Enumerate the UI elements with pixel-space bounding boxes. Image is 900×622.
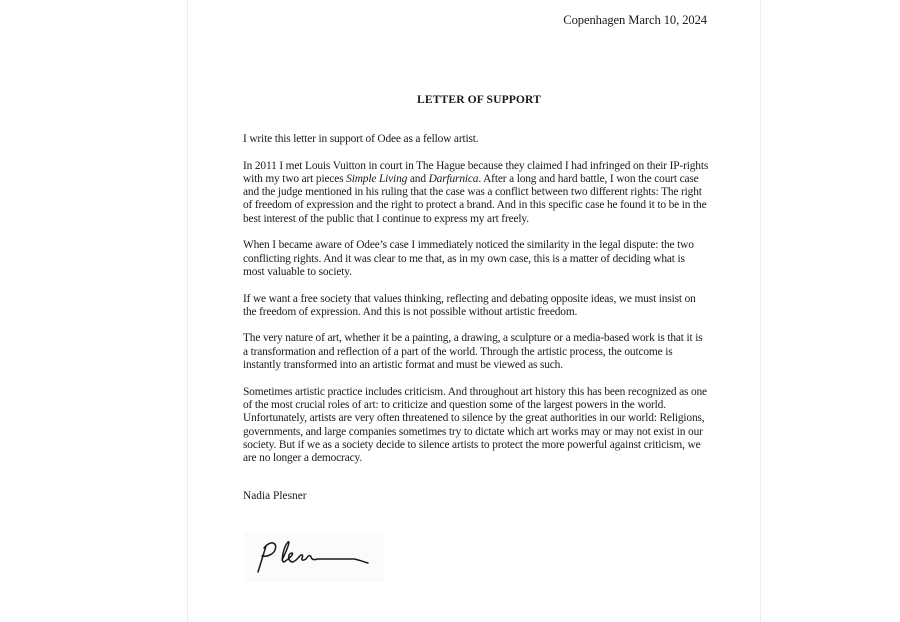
paragraph-text: . After a long and hard battle, I won the court case and the judge mentioned in his ruling that the case was a conflict between two different rights: The right of freedom of expression and the right to protect a brand. And in this specific case he found it to be in the best interest of the public that I continue to express my art freely.	[243, 172, 707, 225]
paragraph-criticism: Sometimes artistic practice includes criticism. And throughout art history this has been recognized as one of the most crucial roles of art: to criticize and question some of the largest powers in the world. Unfortunately, artists are very often threatened to silence by the great authorities in our world: Religions, governments, and large companies sometimes try to dictate which art works may or may not exist in our society. But if we as a society decide to silence artists to protect the more powerful against criticism, we are no longer a democracy.	[243, 385, 707, 465]
letter-title: LETTER OF SUPPORT	[417, 93, 541, 106]
paragraph-odee-case: When I became aware of Odee’s case I immediately noticed the similarity in the legal dispute: the two conflicting rights. And it was clear to me that, as in my own case, this is a matter of deciding what is most valuable to society.	[243, 239, 694, 278]
document-page	[187, 0, 761, 622]
date-line: Copenhagen March 10, 2024	[563, 13, 707, 27]
paragraph-free-society: If we want a free society that values thinking, reflecting and debating opposite ideas, we must insist on the freedom of expression. And this is not possible without artistic freedom.	[243, 292, 696, 318]
paragraph-court-case	[243, 160, 709, 226]
paragraph-intro: I write this letter in support of Odee as a fellow artist.	[243, 133, 479, 145]
paragraph-text: and	[407, 172, 429, 185]
signer-name: Nadia Plesner	[243, 490, 307, 502]
paragraph-nature-of-art: The very nature of art, whether it be a painting, a drawing, a sculpture or a media-based work is that it is a transformation and reflection of a part of the world. Through the artistic process, the outcome is instantly transformed into an artistic format and must be viewed as such.	[243, 332, 703, 372]
paragraph-text: In 2011 I met Louis Vuitton in court in The Hague because they claimed I had infringed on their IP-rights with my two art pieces	[243, 159, 709, 185]
letter-body	[243, 133, 709, 479]
artwork-title: Simple Living	[346, 172, 408, 185]
signature-icon	[244, 532, 384, 582]
artwork-title: Darfurnica	[428, 172, 479, 185]
signature-image	[244, 532, 384, 582]
